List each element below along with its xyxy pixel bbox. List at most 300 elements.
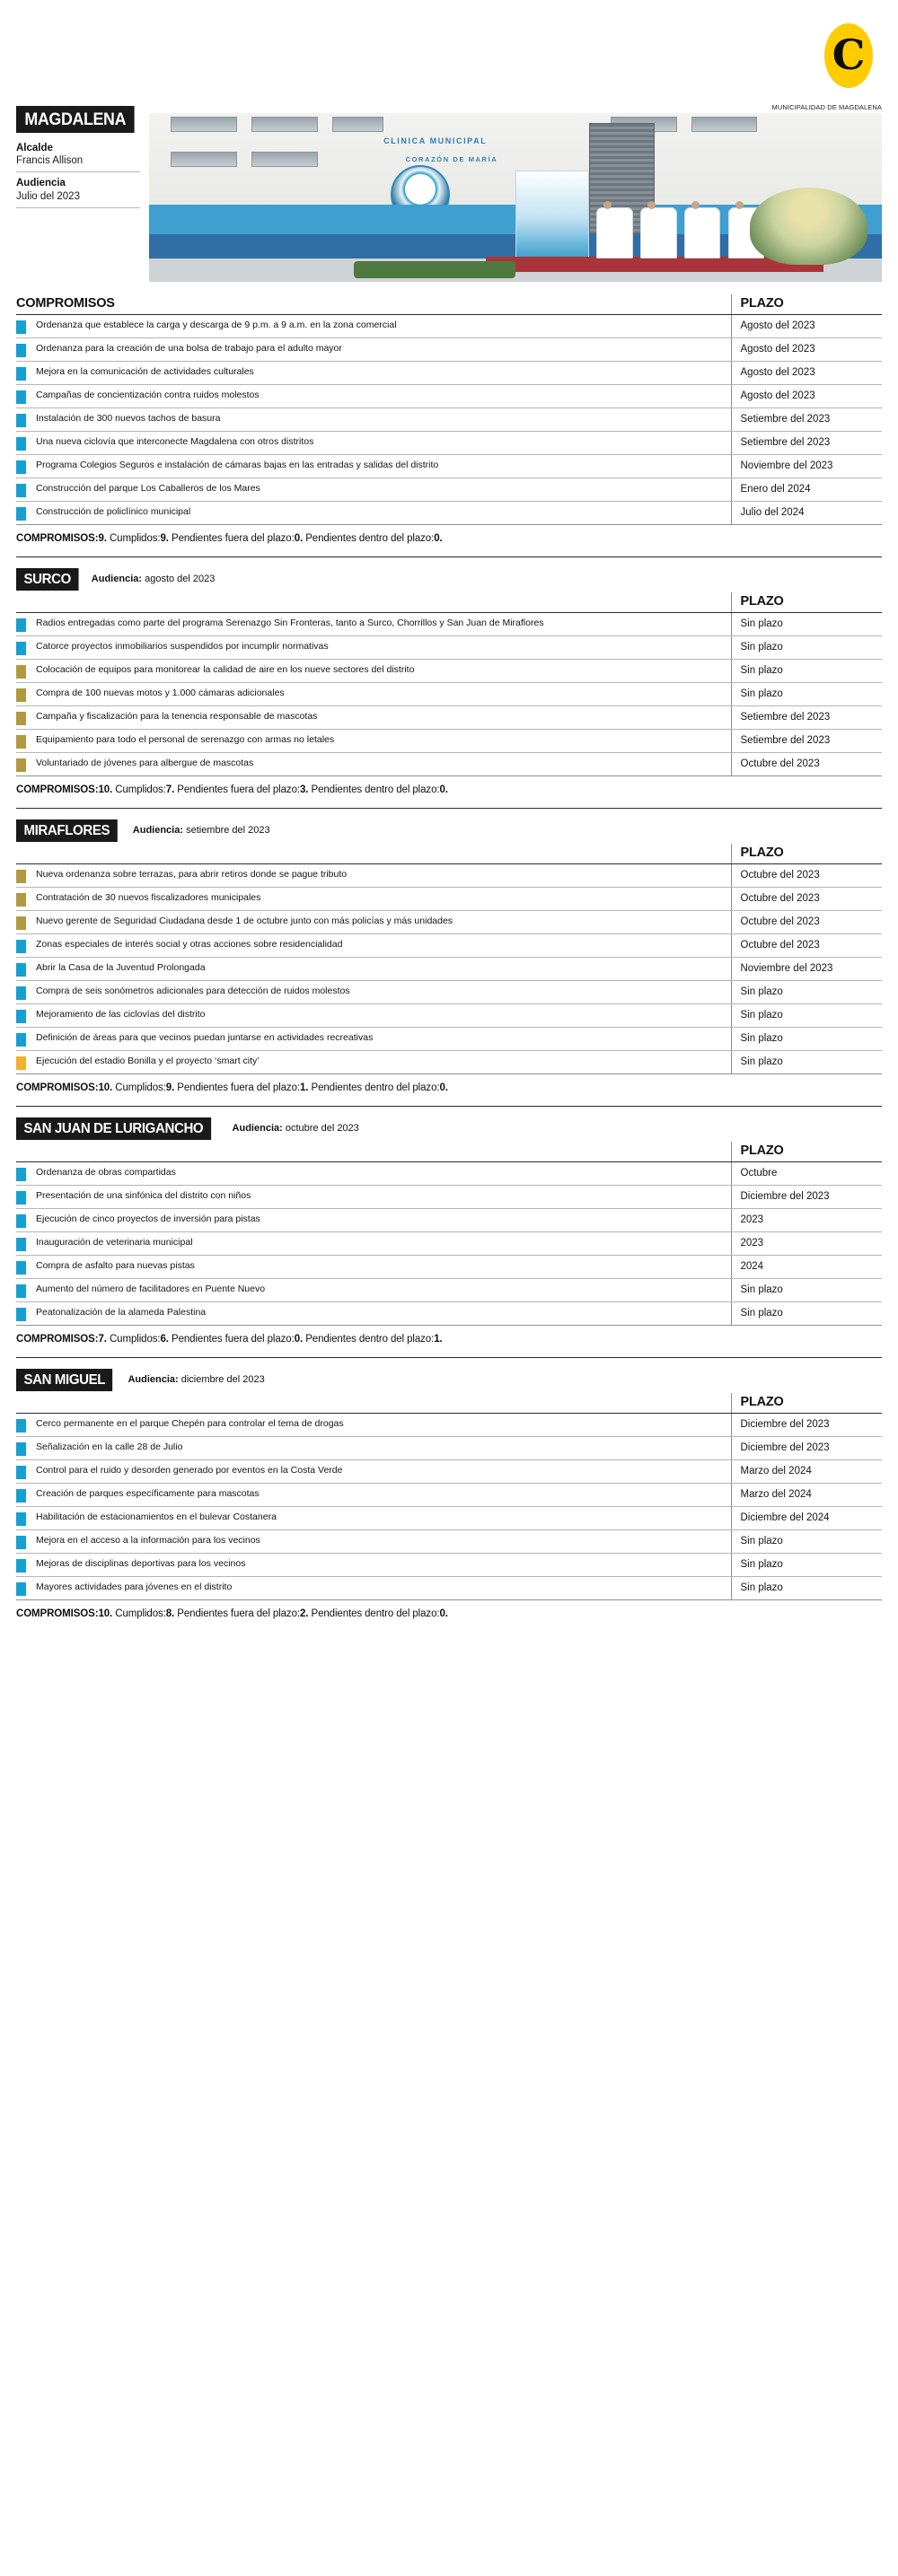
section-summary: [16, 784, 882, 795]
summary-overdue-label: Pendientes fuera del plazo:: [177, 1082, 300, 1093]
table-row: [16, 408, 882, 432]
commitment-text: Campaña y fiscalización para la tenencia responsable de mascotas: [36, 706, 731, 730]
commitment-deadline: Diciembre del 2024: [731, 1507, 882, 1530]
commitment-deadline: Diciembre del 2023: [731, 1437, 882, 1460]
status-marker-cell: [16, 1186, 36, 1209]
table-row: [16, 1279, 882, 1302]
table-row: [16, 888, 882, 911]
photo-person: [684, 207, 721, 258]
status-marker-tan: [16, 688, 26, 702]
table-row: [16, 338, 882, 362]
district-section: [16, 808, 882, 1093]
commitment-text: Ejecución del estadio Bonilla y el proyecto ‘smart city’: [36, 1051, 731, 1074]
page-body: [0, 101, 898, 1619]
table-row: [16, 385, 882, 408]
commitment-deadline: Setiembre del 2023: [731, 706, 882, 730]
photo-credit: MUNICIPALIDAD DE MAGDALENA: [771, 103, 882, 111]
status-marker-blue: [16, 1512, 26, 1526]
status-marker-cell: [16, 338, 36, 362]
column-header-plazo: PLAZO: [731, 1393, 882, 1414]
commitment-text: Ordenanza para la creación de una bolsa de trabajo para el adulto mayor: [36, 338, 731, 362]
section-district-tag: SAN MIGUEL: [16, 1369, 113, 1391]
masthead: [0, 0, 898, 101]
commitment-text: Campañas de concientización contra ruidos molestos: [36, 385, 731, 408]
column-header-plazo: PLAZO: [731, 294, 882, 315]
status-marker-cell: [16, 455, 36, 478]
table-row: [16, 660, 882, 683]
commitment-deadline: Sin plazo: [731, 1302, 882, 1326]
summary-completed-value: 9.: [165, 1082, 175, 1093]
photo-vent: [251, 117, 317, 132]
status-marker-blue: [16, 1168, 26, 1181]
status-marker-cell: [16, 753, 36, 776]
status-marker-blue: [16, 1466, 26, 1479]
summary-total-label: COMPROMISOS:: [16, 533, 99, 544]
photo-person-head: [691, 201, 700, 209]
table-header-row: [16, 1142, 882, 1162]
commitment-deadline: Octubre del 2023: [731, 911, 882, 934]
commitment-deadline: Sin plazo: [731, 1051, 882, 1074]
commitment-text: Señalización en la calle 28 de Julio: [36, 1437, 731, 1460]
commitment-text: Contratación de 30 nuevos fiscalizadores municipales: [36, 888, 731, 911]
status-marker-cell: [16, 1302, 36, 1326]
status-marker-blue: [16, 460, 26, 474]
commitment-deadline: Octubre del 2023: [731, 888, 882, 911]
commitment-deadline: 2023: [731, 1209, 882, 1232]
summary-total-value: 10.: [98, 1082, 113, 1093]
photo-vent: [691, 117, 757, 132]
status-marker-blue: [16, 986, 26, 1000]
status-marker-blue: [16, 1284, 26, 1298]
status-marker-cell: [16, 1004, 36, 1028]
photo-person-head: [647, 201, 656, 209]
status-marker-cell: [16, 1209, 36, 1232]
logo-glyph: C: [832, 30, 866, 79]
commitment-deadline: Octubre del 2023: [731, 934, 882, 958]
status-marker-cell: [16, 1162, 36, 1186]
table-header-row: [16, 1393, 882, 1414]
summary-overdue-value: 1.: [299, 1082, 309, 1093]
summary-pending-label: Pendientes dentro del plazo:: [311, 1608, 440, 1619]
status-marker-blue: [16, 1261, 26, 1275]
table-row: [16, 1162, 882, 1186]
commitment-deadline: Sin plazo: [731, 1554, 882, 1577]
audiencia-label: Audiencia: [16, 178, 66, 189]
commitment-text: Inauguración de veterinaria municipal: [36, 1232, 731, 1256]
table-row: [16, 1460, 882, 1484]
photo-frame: [149, 113, 882, 282]
commitment-text: Zonas especiales de interés social y otras acciones sobre residencialidad: [36, 934, 731, 958]
summary-total-value: 9.: [98, 533, 107, 544]
commitment-text: Cerco permanente en el parque Chepén para controlar el tema de drogas: [36, 1414, 731, 1437]
photo-person-head: [735, 201, 744, 209]
summary-total-value: 7.: [98, 1334, 107, 1345]
table-row: [16, 455, 882, 478]
status-marker-cell: [16, 958, 36, 981]
status-marker-blue: [16, 484, 26, 497]
summary-pending-label: Pendientes dentro del plazo:: [305, 533, 435, 544]
table-row: [16, 1209, 882, 1232]
status-marker-cell: [16, 1232, 36, 1256]
status-marker-blue: [16, 390, 26, 404]
status-marker-tan: [16, 893, 26, 907]
commitments-table: [16, 294, 882, 525]
summary-overdue-value: 0.: [294, 533, 304, 544]
status-marker-blue: [16, 1238, 26, 1251]
status-marker-blue: [16, 1308, 26, 1321]
commitment-text: Ordenanza que establece la carga y descarga de 9 p.m. a 9 a.m. en la zona comercial: [36, 315, 731, 338]
commitment-text: Equipamiento para todo el personal de serenazgo con armas no letales: [36, 730, 731, 753]
commitment-deadline: Sin plazo: [731, 981, 882, 1004]
status-marker-cell: [16, 1484, 36, 1507]
table-row: [16, 934, 882, 958]
summary-total-label: COMPROMISOS:: [16, 1608, 99, 1619]
commitment-deadline: Agosto del 2023: [731, 315, 882, 338]
photo-vent: [171, 117, 236, 132]
status-marker-blue: [16, 344, 26, 357]
status-marker-blue: [16, 618, 26, 632]
status-marker-blue: [16, 963, 26, 977]
summary-completed-value: 9.: [160, 533, 169, 544]
commitment-deadline: Octubre del 2023: [731, 864, 882, 888]
summary-completed-label: Cumplidos:: [109, 1334, 161, 1345]
status-marker-blue: [16, 1214, 26, 1228]
commitment-deadline: Sin plazo: [731, 660, 882, 683]
column-header-plazo: PLAZO: [731, 844, 882, 864]
status-marker-cell: [16, 1028, 36, 1051]
table-row: [16, 911, 882, 934]
commitment-deadline: 2023: [731, 1232, 882, 1256]
status-marker-cell: [16, 1507, 36, 1530]
table-row: [16, 315, 882, 338]
mayor-label: Alcalde: [16, 143, 53, 153]
table-row: [16, 1530, 882, 1554]
commitment-text: Mejora en la comunicación de actividades culturales: [36, 362, 731, 385]
table-row: [16, 1004, 882, 1028]
summary-overdue-label: Pendientes fuera del plazo:: [177, 1608, 300, 1619]
table-row: [16, 1484, 882, 1507]
summary-overdue-label: Pendientes fuera del plazo:: [172, 533, 295, 544]
status-marker-tan: [16, 665, 26, 679]
commitments-table: [16, 844, 882, 1074]
commitment-text: Ordenanza de obras compartidas: [36, 1162, 731, 1186]
summary-completed-label: Cumplidos:: [115, 1082, 166, 1093]
status-marker-tan: [16, 735, 26, 749]
summary-total-label: COMPROMISOS:: [16, 1334, 99, 1345]
sections-container: [16, 294, 882, 1619]
table-header-row: [16, 592, 882, 613]
commitment-text: Control para el ruido y desorden generado por eventos en la Costa Verde: [36, 1460, 731, 1484]
hero-magdalena: [16, 101, 882, 282]
table-row: [16, 613, 882, 636]
section-audiencia: Audiencia: agosto del 2023: [91, 574, 216, 584]
status-marker-cell: [16, 478, 36, 502]
hero-district-tag: MAGDALENA: [16, 106, 135, 133]
commitment-deadline: Agosto del 2023: [731, 385, 882, 408]
status-marker-blue: [16, 940, 26, 953]
status-marker-blue: [16, 1442, 26, 1456]
photo-person: [596, 207, 633, 258]
hero-meta: [16, 142, 140, 208]
commitment-text: Colocación de equipos para monitorear la calidad de aire en los nueve sectores del distrito: [36, 660, 731, 683]
commitment-text: Mayores actividades para jóvenes en el distrito: [36, 1577, 731, 1600]
status-marker-cell: [16, 1414, 36, 1437]
status-marker-cell: [16, 315, 36, 338]
section-summary: [16, 533, 882, 544]
status-marker-gold: [16, 1056, 26, 1070]
summary-completed-label: Cumplidos:: [115, 1608, 166, 1619]
status-marker-blue: [16, 1582, 26, 1596]
table-row: [16, 981, 882, 1004]
table-header-row: [16, 294, 882, 315]
summary-pending-value: 1.: [434, 1334, 443, 1345]
table-row: [16, 1028, 882, 1051]
summary-overdue-label: Pendientes fuera del plazo:: [172, 1334, 295, 1345]
status-marker-blue: [16, 437, 26, 451]
commitment-text: Compra de asfalto para nuevas pistas: [36, 1256, 731, 1279]
commitment-deadline: Sin plazo: [731, 1530, 882, 1554]
commitments-table: [16, 1393, 882, 1600]
photo-sign-line-2: CORAZÓN DE MARÍA: [405, 155, 498, 163]
photo-vent: [332, 117, 383, 132]
commitment-deadline: Sin plazo: [731, 1028, 882, 1051]
commitments-table: [16, 592, 882, 776]
column-header-spacer: [16, 844, 731, 864]
photo-flower-wreath: [750, 188, 867, 265]
commitment-text: Definición de áreas para que vecinos puedan juntarse en actividades recreativas: [36, 1028, 731, 1051]
commitment-deadline: Diciembre del 2023: [731, 1186, 882, 1209]
status-marker-blue: [16, 1419, 26, 1433]
status-marker-cell: [16, 911, 36, 934]
section-header: [16, 819, 882, 844]
summary-pending-value: 0.: [439, 1608, 448, 1619]
section-audiencia: Audiencia: octubre del 2023: [232, 1123, 359, 1134]
commitment-text: Compra de seis sonómetros adicionales para detección de ruidos molestos: [36, 981, 731, 1004]
status-marker-tan: [16, 758, 26, 772]
status-marker-cell: [16, 864, 36, 888]
column-header-compromisos: COMPROMISOS: [16, 294, 731, 315]
commitment-deadline: Sin plazo: [731, 1004, 882, 1028]
commitment-text: Programa Colegios Seguros e instalación de cámaras bajas en las entradas y salidas del distrito: [36, 455, 731, 478]
commitments-table: [16, 1142, 882, 1326]
commitment-text: Instalación de 300 nuevos tachos de basura: [36, 408, 731, 432]
table-row: [16, 636, 882, 660]
photo-flower-bed: [354, 261, 515, 278]
status-marker-blue: [16, 507, 26, 521]
mayor-name: Francis Allison: [16, 154, 140, 172]
audiencia-value: Julio del 2023: [16, 190, 140, 208]
commitment-deadline: Setiembre del 2023: [731, 408, 882, 432]
commitment-text: Mejoramiento de las ciclovías del distrito: [36, 1004, 731, 1028]
summary-completed-value: 8.: [165, 1608, 175, 1619]
section-summary: [16, 1608, 882, 1619]
table-row: [16, 1051, 882, 1074]
commitment-text: Peatonalización de la alameda Palestina: [36, 1302, 731, 1326]
status-marker-cell: [16, 1460, 36, 1484]
table-row: [16, 1232, 882, 1256]
status-marker-cell: [16, 1530, 36, 1554]
commitment-deadline: Noviembre del 2023: [731, 958, 882, 981]
district-section: [16, 294, 882, 544]
status-marker-blue: [16, 1489, 26, 1503]
table-row: [16, 1302, 882, 1326]
commitment-deadline: Agosto del 2023: [731, 362, 882, 385]
summary-pending-value: 0.: [439, 1082, 448, 1093]
section-district-tag: MIRAFLORES: [16, 819, 118, 842]
commitment-text: Habilitación de estacionamientos en el bulevar Costanera: [36, 1507, 731, 1530]
photo-banner: [515, 171, 589, 258]
status-marker-blue: [16, 1010, 26, 1023]
commitment-text: Ejecución de cinco proyectos de inversión para pistas: [36, 1209, 731, 1232]
table-row: [16, 1437, 882, 1460]
commitment-deadline: Octubre: [731, 1162, 882, 1186]
status-marker-cell: [16, 385, 36, 408]
status-marker-cell: [16, 432, 36, 455]
commitment-text: Una nueva ciclovía que interconecte Magdalena con otros distritos: [36, 432, 731, 455]
commitment-deadline: Diciembre del 2023: [731, 1414, 882, 1437]
status-marker-cell: [16, 660, 36, 683]
commitment-text: Voluntariado de jóvenes para albergue de mascotas: [36, 753, 731, 776]
section-summary: [16, 1082, 882, 1093]
section-district-tag: SURCO: [16, 568, 78, 591]
el-comercio-logo: [824, 23, 873, 88]
table-row: [16, 1414, 882, 1437]
summary-overdue-label: Pendientes fuera del plazo:: [177, 784, 300, 795]
table-row: [16, 432, 882, 455]
table-row: [16, 730, 882, 753]
status-marker-blue: [16, 642, 26, 655]
status-marker-blue: [16, 320, 26, 334]
table-row: [16, 478, 882, 502]
section-audiencia: Audiencia: diciembre del 2023: [128, 1374, 265, 1385]
column-header-plazo: PLAZO: [731, 1142, 882, 1162]
table-row: [16, 958, 882, 981]
section-audiencia: Audiencia: setiembre del 2023: [132, 825, 270, 836]
status-marker-cell: [16, 888, 36, 911]
status-marker-cell: [16, 1279, 36, 1302]
hero-info: [16, 101, 140, 213]
status-marker-cell: [16, 1577, 36, 1600]
table-row: [16, 864, 882, 888]
summary-pending-label: Pendientes dentro del plazo:: [311, 1082, 440, 1093]
status-marker-cell: [16, 636, 36, 660]
commitment-text: Radios entregadas como parte del programa Serenazgo Sin Fronteras, tanto a Surco, Chorrillos y San Juan de Miraflores: [36, 613, 731, 636]
summary-overdue-value: 0.: [294, 1334, 304, 1345]
commitment-deadline: Sin plazo: [731, 1279, 882, 1302]
table-row: [16, 1554, 882, 1577]
summary-pending-label: Pendientes dentro del plazo:: [311, 784, 440, 795]
section-header: [16, 568, 882, 592]
table-row: [16, 362, 882, 385]
summary-overdue-value: 2.: [299, 1608, 309, 1619]
status-marker-cell: [16, 1554, 36, 1577]
photo-vent: [251, 152, 317, 167]
commitment-text: Nuevo gerente de Seguridad Ciudadana desde 1 de octubre junto con más policías y más unidades: [36, 911, 731, 934]
status-marker-cell: [16, 408, 36, 432]
photo-person: [640, 207, 677, 258]
table-row: [16, 753, 882, 776]
district-section: [16, 1106, 882, 1345]
section-header: [16, 1369, 882, 1393]
status-marker-tan: [16, 712, 26, 725]
table-row: [16, 1577, 882, 1600]
commitment-deadline: Octubre del 2023: [731, 753, 882, 776]
status-marker-cell: [16, 981, 36, 1004]
summary-completed-label: Cumplidos:: [115, 784, 166, 795]
column-header-spacer: [16, 1142, 731, 1162]
commitment-text: Aumento del número de facilitadores en Puente Nuevo: [36, 1279, 731, 1302]
status-marker-cell: [16, 1051, 36, 1074]
table-row: [16, 502, 882, 525]
commitment-text: Mejoras de disciplinas deportivas para los vecinos: [36, 1554, 731, 1577]
photo-vent: [171, 152, 236, 167]
summary-total-label: COMPROMISOS:: [16, 1082, 99, 1093]
commitment-text: Presentación de una sinfónica del distrito con niños: [36, 1186, 731, 1209]
section-summary: [16, 1334, 882, 1345]
commitment-deadline: 2024: [731, 1256, 882, 1279]
section-header: [16, 1117, 882, 1142]
summary-completed-label: Cumplidos:: [109, 533, 161, 544]
summary-completed-value: 7.: [165, 784, 175, 795]
table-row: [16, 1507, 882, 1530]
summary-pending-value: 0.: [439, 784, 448, 795]
status-marker-cell: [16, 502, 36, 525]
commitment-text: Catorce proyectos inmobiliarios suspendidos por incumplir normativas: [36, 636, 731, 660]
summary-pending-label: Pendientes dentro del plazo:: [305, 1334, 435, 1345]
status-marker-cell: [16, 730, 36, 753]
commitment-text: Construcción de policlínico municipal: [36, 502, 731, 525]
commitment-deadline: Marzo del 2024: [731, 1484, 882, 1507]
status-marker-blue: [16, 414, 26, 427]
status-marker-cell: [16, 683, 36, 706]
commitment-text: Creación de parques específicamente para mascotas: [36, 1484, 731, 1507]
column-header-plazo: PLAZO: [731, 592, 882, 613]
section-district-tag: SAN JUAN DE LURIGANCHO: [16, 1117, 211, 1140]
status-marker-blue: [16, 367, 26, 381]
table-row: [16, 683, 882, 706]
table-row: [16, 706, 882, 730]
status-marker-tan: [16, 916, 26, 930]
commitment-text: Mejora en el acceso a la información para los vecinos: [36, 1530, 731, 1554]
column-header-spacer: [16, 1393, 731, 1414]
commitment-deadline: Sin plazo: [731, 613, 882, 636]
status-marker-cell: [16, 1256, 36, 1279]
status-marker-cell: [16, 362, 36, 385]
commitment-deadline: Sin plazo: [731, 636, 882, 660]
commitment-text: Nueva ordenanza sobre terrazas, para abrir retiros donde se pague tributo: [36, 864, 731, 888]
status-marker-cell: [16, 934, 36, 958]
status-marker-blue: [16, 1191, 26, 1205]
summary-total-value: 10.: [98, 784, 113, 795]
column-header-spacer: [16, 592, 731, 613]
hero-photo: [149, 103, 882, 282]
summary-overdue-value: 3.: [299, 784, 309, 795]
commitment-deadline: Marzo del 2024: [731, 1460, 882, 1484]
summary-total-value: 10.: [98, 1608, 113, 1619]
summary-pending-value: 0.: [434, 533, 443, 544]
status-marker-cell: [16, 1437, 36, 1460]
commitment-deadline: Enero del 2024: [731, 478, 882, 502]
status-marker-cell: [16, 706, 36, 730]
district-section: [16, 1357, 882, 1619]
district-section: [16, 556, 882, 795]
status-marker-blue: [16, 1559, 26, 1573]
commitment-deadline: Sin plazo: [731, 683, 882, 706]
status-marker-blue: [16, 1536, 26, 1549]
commitment-deadline: Setiembre del 2023: [731, 730, 882, 753]
table-row: [16, 1186, 882, 1209]
photo-sign-line-1: CLINICA MUNICIPAL: [383, 136, 488, 146]
